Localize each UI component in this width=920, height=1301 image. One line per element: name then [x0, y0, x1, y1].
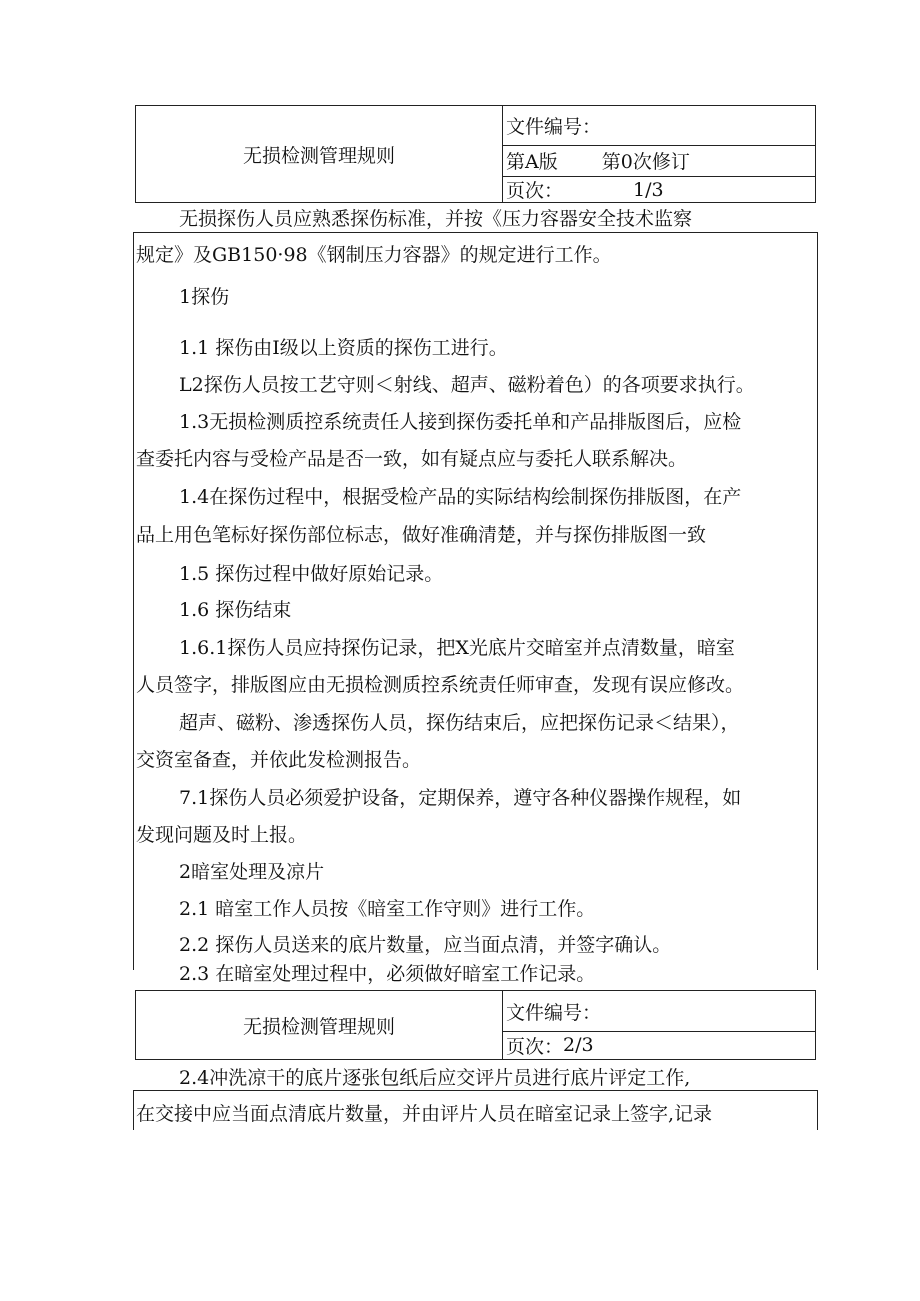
paragraph-line: 1.3无损检测质控系统责任人接到探伤委托单和产品排版图后，应检 [179, 411, 742, 433]
revision-label: 第0次修订 [601, 151, 690, 173]
page-cell [502, 176, 815, 203]
header-table-1 [135, 105, 816, 203]
section-heading: 1探伤 [179, 286, 230, 308]
paragraph-line: 1.6.1探伤人员应持探伤记录，把X光底片交暗室并点清数量，暗室 [179, 637, 735, 659]
header-meta [502, 106, 815, 202]
paragraph-line: 2.1 暗室工作人员按《暗室工作守则》进行工作。 [179, 898, 596, 920]
page-value-2: 2/3 [563, 1034, 594, 1056]
paragraph-line: 1.6 探伤结束 [179, 599, 292, 621]
page-cell-2 [502, 1031, 815, 1059]
edition-cell [502, 145, 815, 177]
document-title-2: 无损检测管理规则 [136, 991, 503, 1059]
page-value: 1/3 [633, 178, 664, 201]
page-label-2: 页次： [506, 1035, 564, 1058]
page2-line-1: 2.4冲洗凉干的底片逐张包纸后应交评片员进行底片评定工作, [179, 1067, 691, 1089]
intro-line-1: 无损探伤人员应熟悉探伤标准，并按《压力容器安全技术监察 [179, 208, 693, 230]
paragraph-line: 发现问题及时上报。 [136, 824, 308, 846]
intro-line-2: 规定》及GB150·98《钢制压力容器》的规定进行工作。 [136, 244, 612, 266]
paragraph-line: 查委托内容与受检产品是否一致，如有疑点应与委托人联系解决。 [136, 448, 688, 470]
paragraph-line: 1.4在探伤过程中，根据受检产品的实际结构绘制探伤排版图，在产 [179, 486, 742, 508]
paragraph-line: L2探伤人员按工艺守则＜射线、超声、磁粉着色）的各项要求执行。 [179, 374, 755, 396]
page-label: 页次： [506, 180, 564, 202]
paragraph-line: 品上用色笔标好探伤部位标志，做好准确清楚，并与探伤排版图一致 [136, 524, 707, 546]
paragraph-line: 1.5 探伤过程中做好原始记录。 [179, 563, 444, 585]
paragraph-line: 人员签字，排版图应由无损检测质控系统责任师审查，发现有误应修改。 [136, 674, 745, 696]
paragraph-line: 7.1探伤人员必须爱护设备，定期保养，遵守各种仪器操作规程，如 [179, 787, 742, 809]
paragraph-line: 超声、磁粉、渗透探伤人员，探伤结束后，应把探伤记录＜结果）， [179, 712, 740, 734]
file-number-cell [502, 106, 815, 146]
header-table-2 [135, 990, 816, 1060]
paragraph-line: 2.2 探伤人员送来的底片数量，应当面点清，并签字确认。 [179, 934, 672, 956]
header-meta-2 [502, 991, 815, 1059]
file-number-label: 文件编号： [506, 116, 602, 138]
file-number-cell-2 [502, 991, 815, 1032]
document-title: 无损检测管理规则 [136, 106, 503, 202]
section-heading: 2暗室处理及凉片 [179, 861, 325, 883]
paragraph-line: 2.3 在暗室处理过程中，必须做好暗室工作记录。 [179, 963, 596, 985]
page2-line-2: 在交接中应当面点清底片数量，并由评片人员在暗室记录上签字,记录 [136, 1103, 713, 1125]
paragraph-line: 交资室备查，并依此发检测报告。 [136, 749, 422, 771]
edition-label: 第A版 [506, 151, 558, 173]
file-number-label-2: 文件编号： [506, 1001, 602, 1024]
paragraph-line: 1.1 探伤由I级以上资质的探伤工进行。 [179, 337, 508, 359]
